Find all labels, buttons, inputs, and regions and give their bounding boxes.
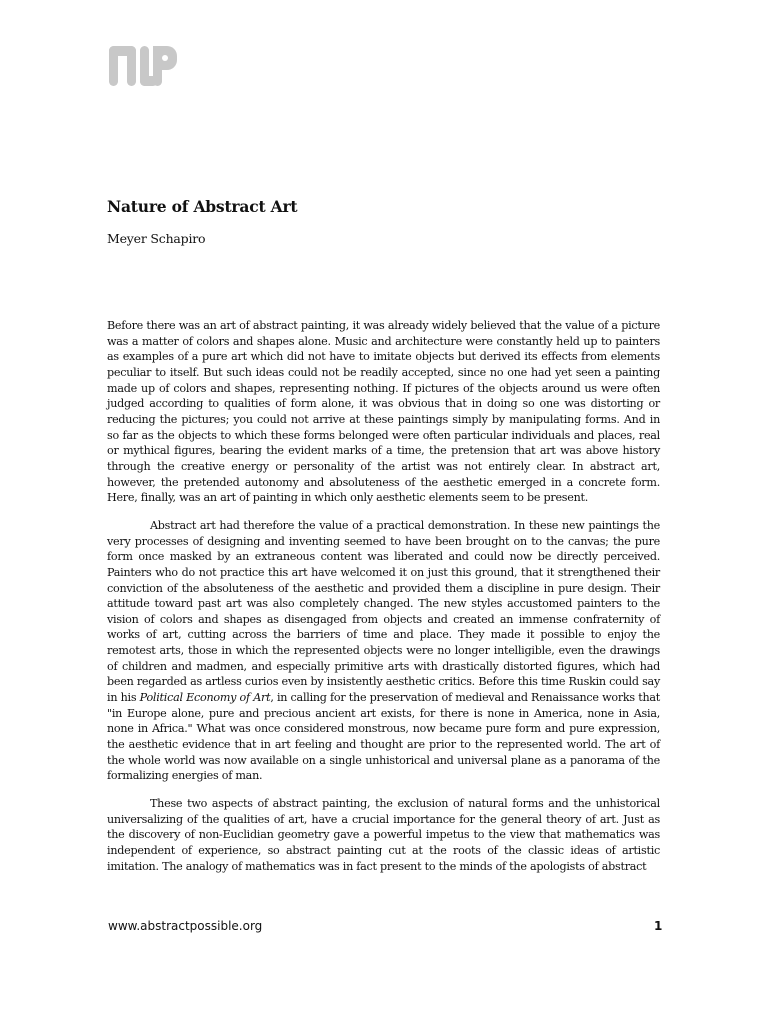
article-title: Nature of Abstract Art bbox=[107, 197, 298, 216]
paragraph-2-text-end: , in calling for the preservation of medieval and Renaissance works that "in Europe alone, pure and precious ancient art exists, for there is none in America, none in Asia, none in Africa." What was once considered monstrous, now became pure form and pure expression, the aesthetic evidence that in art feeling and thought are prior to the represented world. The art of the whole world was now available on a single unhistorical and universal plane as a panorama of the formalizing energies of man. bbox=[107, 691, 661, 783]
paragraph-3: These two aspects of abstract painting, the exclusion of natural forms and the unhistorical universalizing of the qualities of art, have a crucial importance for the general theory of art. Just as the discovery of non-Euclidian geometry gave a powerful impetus to the view that mathematics was independent of experience, so abstract painting cut at the roots of the classic ideas of artistic imitation. The analogy of mathematics was in fact present to the minds of the apologists of abstract bbox=[107, 797, 660, 873]
footer-website-url: www.abstractpossible.org bbox=[108, 919, 263, 933]
paragraph-2 bbox=[107, 518, 660, 784]
article-body bbox=[107, 318, 660, 886]
page-number: 1 bbox=[654, 919, 663, 933]
book-title-political-economy-of-art: Political Economy of Art bbox=[139, 691, 271, 705]
paragraph-2-text-start: Abstract art had therefore the value of a practical demonstration. In these new paintings the very processes of designing and inventing seemed to have been brought on to the canvas; the pure form once masked by an extraneous content was liberated and could now be directly perceived. Painters who do not practice this art have welcomed it on just this ground, that it strengthened their conviction of the absoluteness of the aesthetic and provided them a discipline in pure design. Their attitude toward past art was also completely changed. The new styles accustomed painters to the vision of colors and shapes as disengaged from objects and created an immense confraternity of works of art, cutting across the barriers of time and place. They made it possible to enjoy the remotest arts, those in which the represented objects were no longer intelligible, even the drawings of children and madmen, and especially primitive arts with drastically distorted figures, which had been regarded as artless curios even by insistently aesthetic critics. Before this time Ruskin could say in his bbox=[107, 518, 660, 705]
abstract-possible-logo bbox=[108, 44, 178, 86]
paragraph-1: Before there was an art of abstract painting, it was already widely believed that the value of a picture was a matter of colors and shapes alone. Music and architecture were constantly held up to painters as examples of a pure art which did not have to imitate objects but derived its effects from elements peculiar to itself. But such ideas could not be readily accepted, since no one had yet seen a painting made up of colors and shapes, representing nothing. If pictures of the objects around us were often judged according to qualities of form alone, it was obvious that in doing so one was distorting or reducing the pictures; you could not arrive at these paintings simply by manipulating forms. And in so far as the objects to which these forms belonged were often particular individuals and places, real or mythical figures, bearing the evident marks of a time, the pretension that art was above history through the creative energy or personality of the artist was not entirely clear. In abstract art, however, the pretended autonomy and absoluteness of the aesthetic emerged in a concrete form. Here, finally, was an art of painting in which only aesthetic elements seem to be present. bbox=[107, 319, 660, 505]
article-author: Meyer Schapiro bbox=[107, 231, 206, 246]
